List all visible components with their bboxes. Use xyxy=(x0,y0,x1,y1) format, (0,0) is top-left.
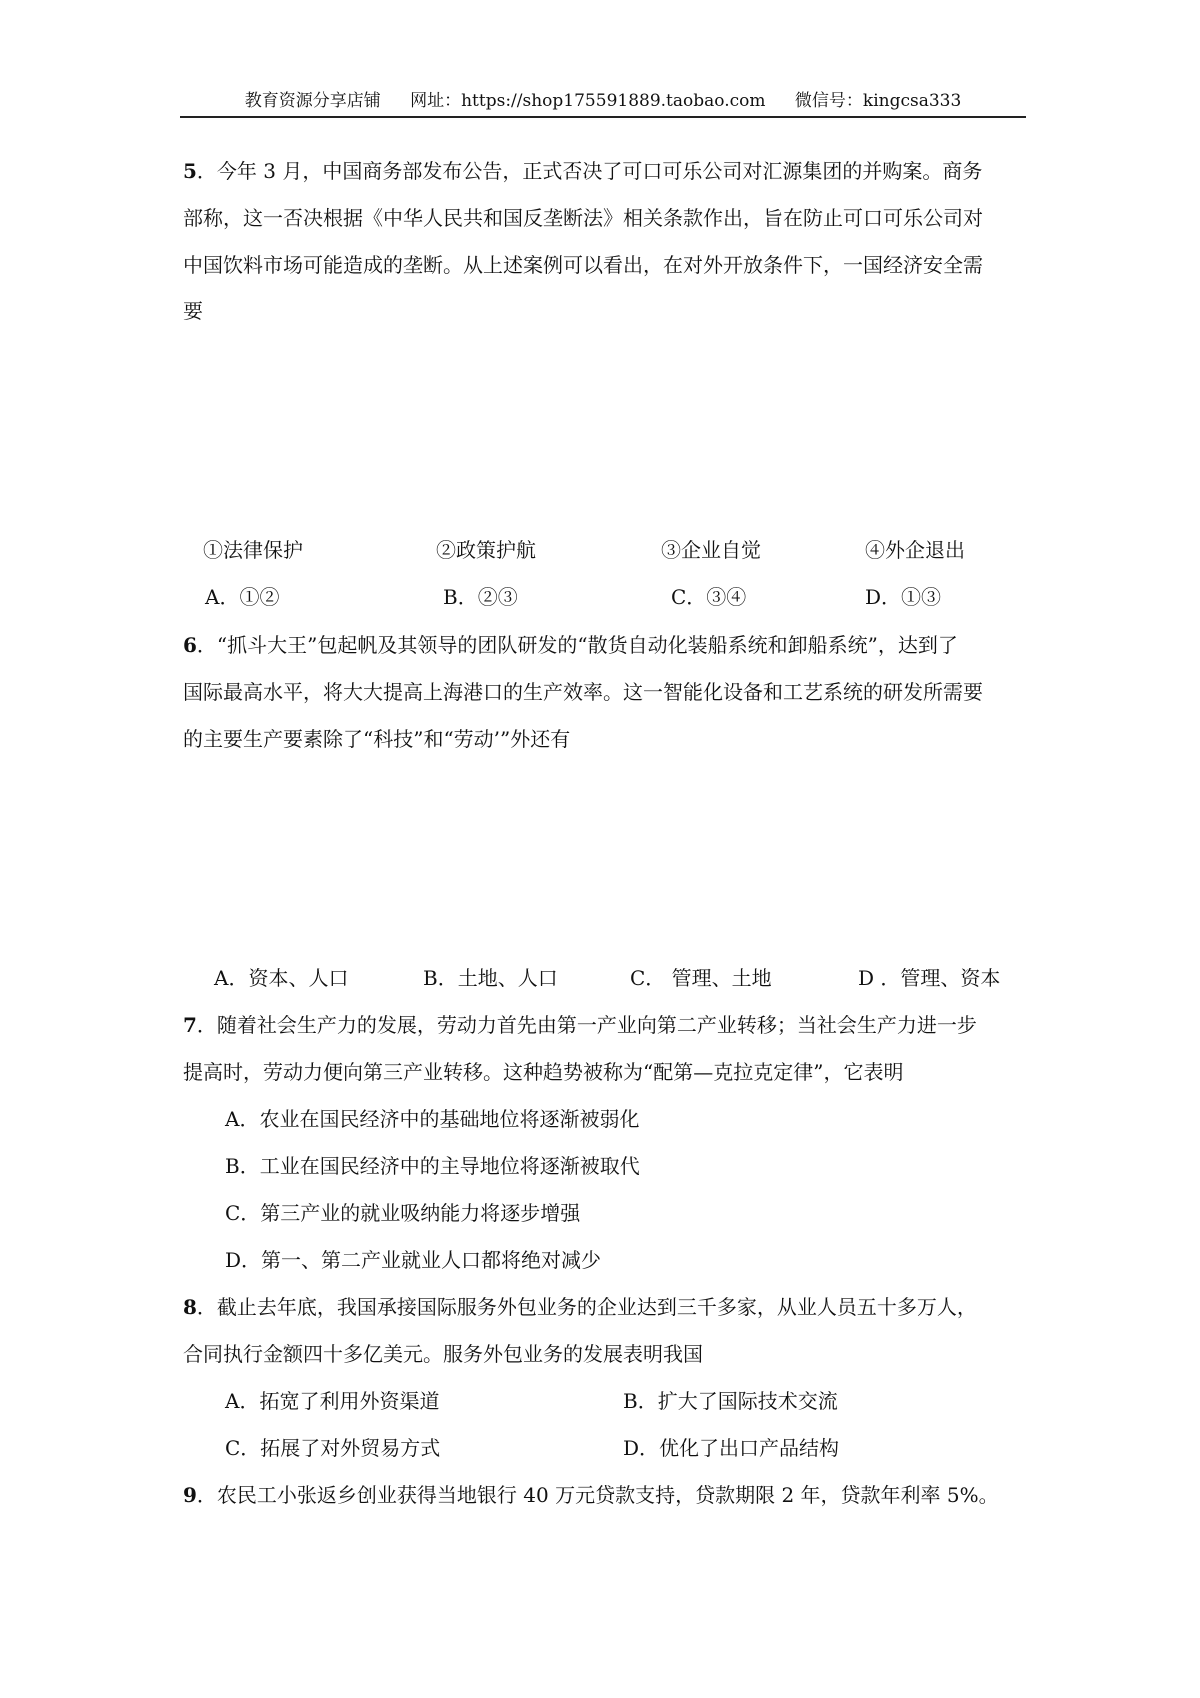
question-6-option-d: D ．管理、资本 xyxy=(858,966,1001,990)
question-6-option-a: A．资本、人口 xyxy=(214,966,349,990)
question-5-item: ①法律保护 xyxy=(203,538,303,562)
question-7-line-2: 提高时，劳动力便向第三产业转移。这种趋势被称为“配第—克拉克定律”，它表明 xyxy=(183,1060,904,1084)
question-8-line-2: 合同执行金额四十多亿美元。服务外包业务的发展表明我国 xyxy=(183,1342,703,1366)
question-8-option-c: C．拓展了对外贸易方式 xyxy=(225,1436,441,1460)
question-5-line-3: 中国饮料市场可能造成的垄断。从上述案例可以看出，在对外开放条件下，一国经济安全需 xyxy=(183,253,983,277)
question-8-option-d: D．优化了出口产品结构 xyxy=(623,1436,840,1460)
question-5-line-1: 5．今年 3 月，中国商务部发布公告，正式否决了可口可乐公司对汇源集团的并购案。商务 xyxy=(183,159,983,183)
question-number: 8 xyxy=(183,1295,197,1319)
question-5-line-2: 部称，这一否决根据《中华人民共和国反垄断法》相关条款作出，旨在防止可口可乐公司对 xyxy=(183,206,983,230)
question-5-option-a: A．①② xyxy=(205,585,280,609)
header-wechat: 微信号：kingcsa333 xyxy=(794,91,962,111)
question-6-option-b: B．土地、人口 xyxy=(423,966,558,990)
question-number: 7 xyxy=(183,1013,197,1037)
page-header xyxy=(180,86,1026,118)
question-7-option-c: C．第三产业的就业吸纳能力将逐步增强 xyxy=(225,1201,581,1225)
question-number: 5 xyxy=(183,159,197,183)
question-8-option-a: A．拓宽了利用外资渠道 xyxy=(225,1389,440,1413)
question-5-option-d: D．①③ xyxy=(865,585,942,609)
header-shop: 教育资源分享店铺 xyxy=(244,91,381,111)
question-7-option-a: A．农业在国民经济中的基础地位将逐渐被弱化 xyxy=(225,1107,640,1131)
question-5-item: ③企业自觉 xyxy=(661,538,761,562)
question-6-line-2: 国际最高水平，将大大提高上海港口的生产效率。这一智能化设备和工艺系统的研发所需要 xyxy=(183,680,983,704)
question-9-line-1: 9．农民工小张返乡创业获得当地银行 40 万元贷款支持，贷款期限 2 年，贷款年利率 5%。 xyxy=(183,1483,999,1507)
question-number: 6 xyxy=(183,633,197,657)
question-8-option-b: B．扩大了国际技术交流 xyxy=(623,1389,838,1413)
question-5-item: ④外企退出 xyxy=(865,538,965,562)
question-6-option-c: C． 管理、土地 xyxy=(630,966,772,990)
question-5-option-c: C．③④ xyxy=(671,585,747,609)
question-7-option-b: B．工业在国民经济中的主导地位将逐渐被取代 xyxy=(225,1154,640,1178)
question-7-line-1: 7．随着社会生产力的发展，劳动力首先由第一产业向第二产业转移；当社会生产力进一步 xyxy=(183,1013,977,1037)
question-7-option-d: D．第一、第二产业就业人口都将绝对减少 xyxy=(225,1248,602,1272)
question-5-item: ②政策护航 xyxy=(436,538,536,562)
question-number: 9 xyxy=(183,1483,197,1507)
question-5-option-b: B．②③ xyxy=(443,585,518,609)
question-6-line-3: 的主要生产要素除了“科技”和“劳动’”外还有 xyxy=(183,727,571,751)
question-6-line-1: 6．“抓斗大王”包起帆及其领导的团队研发的“散货自动化装船系统和卸船系统”，达到了 xyxy=(183,633,958,657)
question-5-line-4: 要 xyxy=(183,299,203,323)
header-url: 网址：https://shop175591889.taobao.com xyxy=(410,91,766,111)
question-8-line-1: 8．截止去年底，我国承接国际服务外包业务的企业达到三千多家，从业人员五十多万人， xyxy=(183,1295,977,1319)
